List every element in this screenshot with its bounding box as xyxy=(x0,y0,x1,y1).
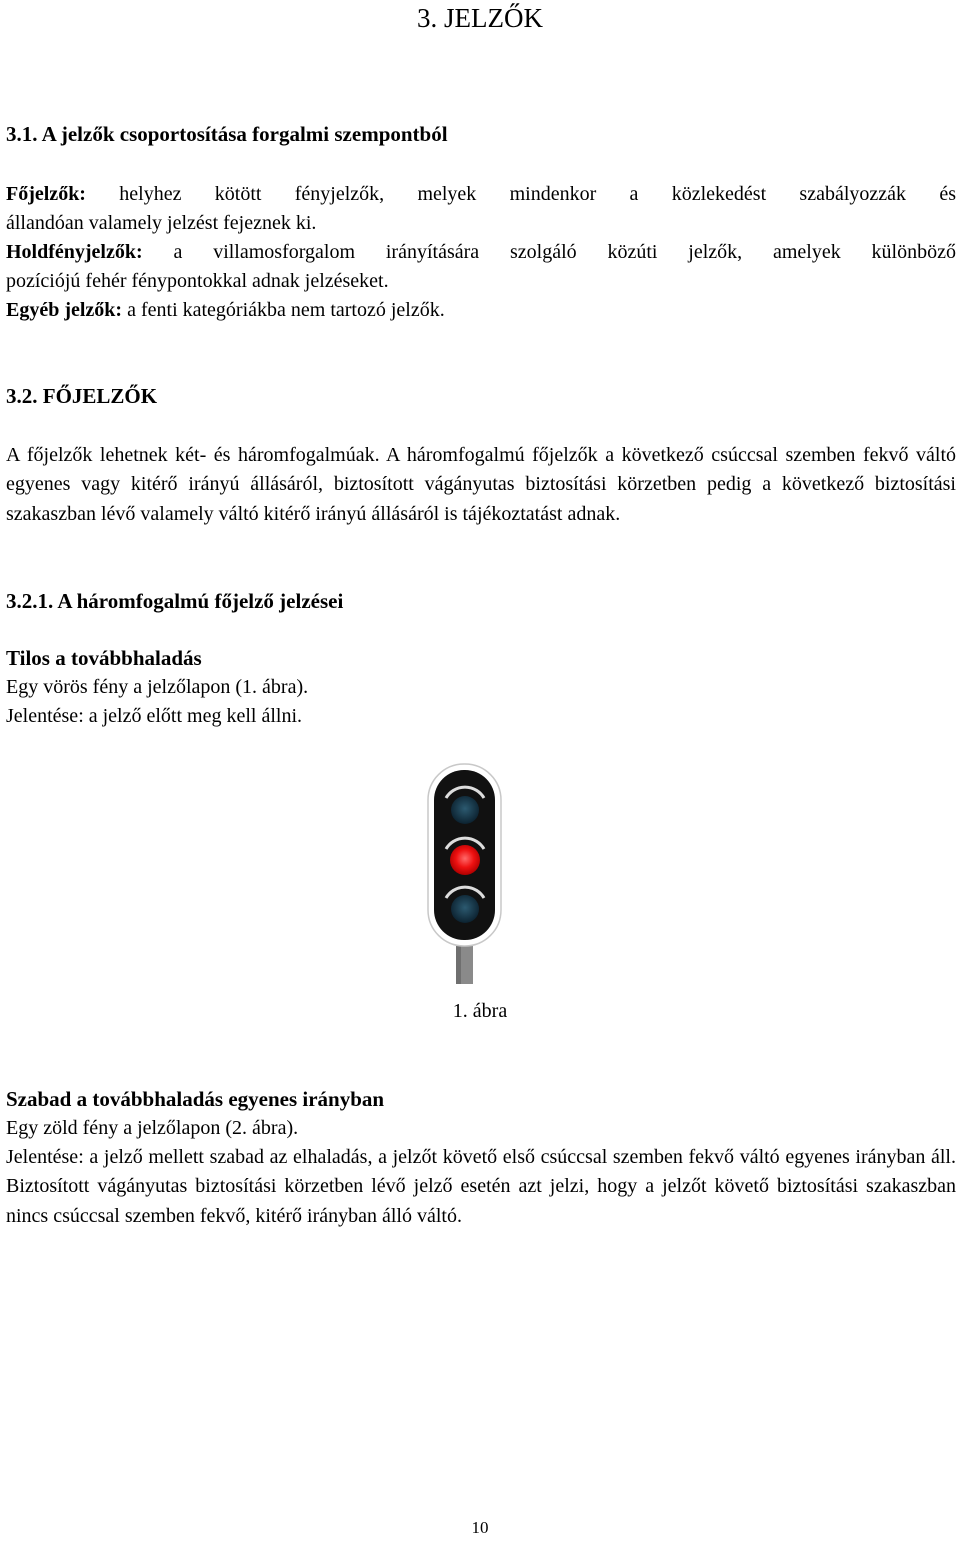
section-heading-3-1: 3.1. A jelzők csoportosítása forgalmi szempontból xyxy=(6,122,448,146)
holdfeny-definition-line-2: pozíciójú fehér fénypontokkal adnak jelzéseket. xyxy=(6,270,389,292)
holdfeny-term: Holdfényjelzők: xyxy=(6,241,143,263)
page-number: 10 xyxy=(471,1518,489,1537)
signal-figure-1 xyxy=(380,756,620,988)
chapter-title: 3. JELZŐK xyxy=(417,3,543,33)
signal1-description: Egy vörös fény a jelzőlapon (1. ábra). xyxy=(6,676,309,698)
fojelzok-definition-line-1 xyxy=(6,180,956,209)
egyeb-definition xyxy=(6,296,956,325)
signal1-title: Tilos a továbbhaladás xyxy=(6,646,202,670)
egyeb-term: Egyéb jelzők: xyxy=(6,299,123,321)
section-heading-3-2: 3.2. FŐJELZŐK xyxy=(6,384,158,408)
fojelzok-term: Főjelzők: xyxy=(6,183,86,205)
signal2-description: Egy zöld fény a jelzőlapon (2. ábra). xyxy=(6,1117,299,1139)
fojelzok-text: helyhez kötött fényjelzők, melyek mindenkor a közlekedést szabályozzák és xyxy=(85,183,956,205)
signal1-meaning: Jelentése: a jelző előtt meg kell állni. xyxy=(6,705,303,727)
top-lamp-unlit xyxy=(451,796,479,824)
signal2-meaning: Jelentése: a jelző mellett szabad az elhaladás, a jelzőt követő első csúccsal szemben fekvő váltó egyenes irányban áll. Biztosított vágányutas biztosítási körzetben lévő jelző esetén azt jelzi, hogy a jelzőt követő biztosítási szakaszban nincs csúccsal szemben fekvő, kitérő irányban álló váltó. xyxy=(6,1146,956,1227)
red-lamp-lit xyxy=(450,845,480,875)
holdfeny-text: a villamosforgalom irányítására szolgáló közúti jelzők, amelyek különböző xyxy=(142,241,956,263)
bottom-lamp-unlit xyxy=(451,895,479,923)
egyeb-text: a fenti kategóriákba nem tartozó jelzők. xyxy=(122,299,445,321)
signal2-title: Szabad a továbbhaladás egyenes irányban xyxy=(6,1087,385,1111)
holdfeny-definition-line-1 xyxy=(6,238,956,267)
three-aspect-signal-illustration xyxy=(380,756,620,988)
section-heading-3-2-1: 3.2.1. A háromfogalmú főjelző jelzései xyxy=(6,589,344,613)
fojelzok-paragraph: A főjelzők lehetnek két- és háromfogalmúak. A háromfogalmú főjelzők a következő csúccsal szemben fekvő váltó egyenes vagy kitérő irányú állásáról, biztosított vágányutas biztosítási körzetben pedig a következő biztosítási szakaszban lévő valamely váltó kitérő irányú állásáról is tájékoztatást adnak. xyxy=(6,444,956,525)
figure1-caption: 1. ábra xyxy=(452,1000,508,1022)
fojelzok-definition-line-2: állandóan valamely jelzést fejeznek ki. xyxy=(6,212,317,234)
